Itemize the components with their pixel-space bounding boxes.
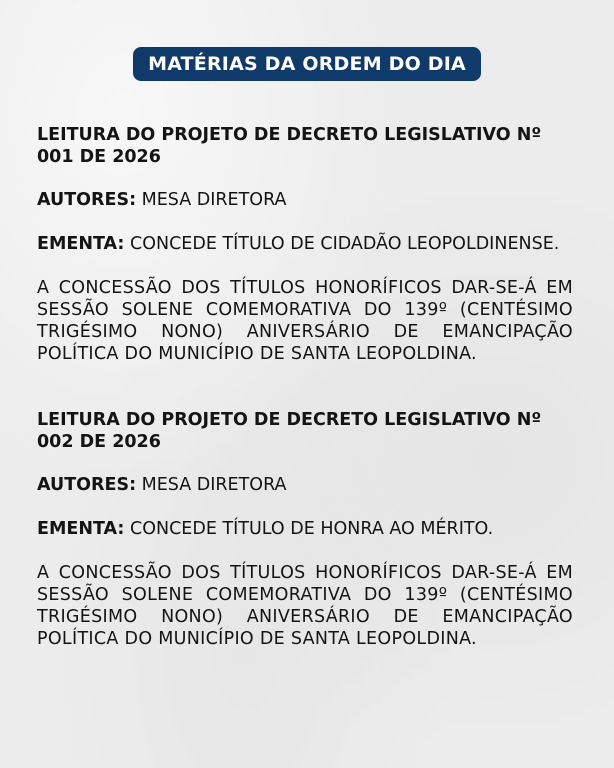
item-body: A CONCESSÃO DOS TÍTULOS HONORÍFICOS DAR-SE-Á EM SESSÃO SOLENE COMEMORATIVA DO 139º (CENTÉSIMO TRIGÉSIMO NONO) ANIVERSÁRIO DE EMANCIPAÇÃO POLÍTICA DO MUNICÍPIO DE SANTA LEOPOLDINA. <box>37 563 573 649</box>
authors-line <box>37 189 573 211</box>
authors-label: AUTORES: <box>37 190 137 210</box>
agenda-content <box>37 124 573 650</box>
ementa-label: EMENTA: <box>37 234 125 254</box>
authors-label: AUTORES: <box>37 475 137 495</box>
agenda-item-1 <box>37 124 573 365</box>
page-title: MATÉRIAS DA ORDEM DO DIA <box>133 47 481 81</box>
item-heading: LEITURA DO PROJETO DE DECRETO LEGISLATIVO Nº 001 DE 2026 <box>37 125 542 167</box>
item-heading: LEITURA DO PROJETO DE DECRETO LEGISLATIVO Nº 002 DE 2026 <box>37 410 542 452</box>
ementa-value: CONCEDE TÍTULO DE CIDADÃO LEOPOLDINENSE. <box>130 234 560 254</box>
ementa-line <box>37 233 573 255</box>
ementa-label: EMENTA: <box>37 519 125 539</box>
ementa-value: CONCEDE TÍTULO DE HONRA AO MÉRITO. <box>130 519 494 539</box>
ementa-line <box>37 518 573 540</box>
item-body: A CONCESSÃO DOS TÍTULOS HONORÍFICOS DAR-SE-Á EM SESSÃO SOLENE COMEMORATIVA DO 139º (CENTÉSIMO TRIGÉSIMO NONO) ANIVERSÁRIO DE EMANCIPAÇÃO POLÍTICA DO MUNICÍPIO DE SANTA LEOPOLDINA. <box>37 278 573 364</box>
authors-value: MESA DIRETORA <box>141 190 287 210</box>
agenda-item-2 <box>37 409 573 650</box>
authors-value: MESA DIRETORA <box>141 475 287 495</box>
authors-line <box>37 474 573 496</box>
